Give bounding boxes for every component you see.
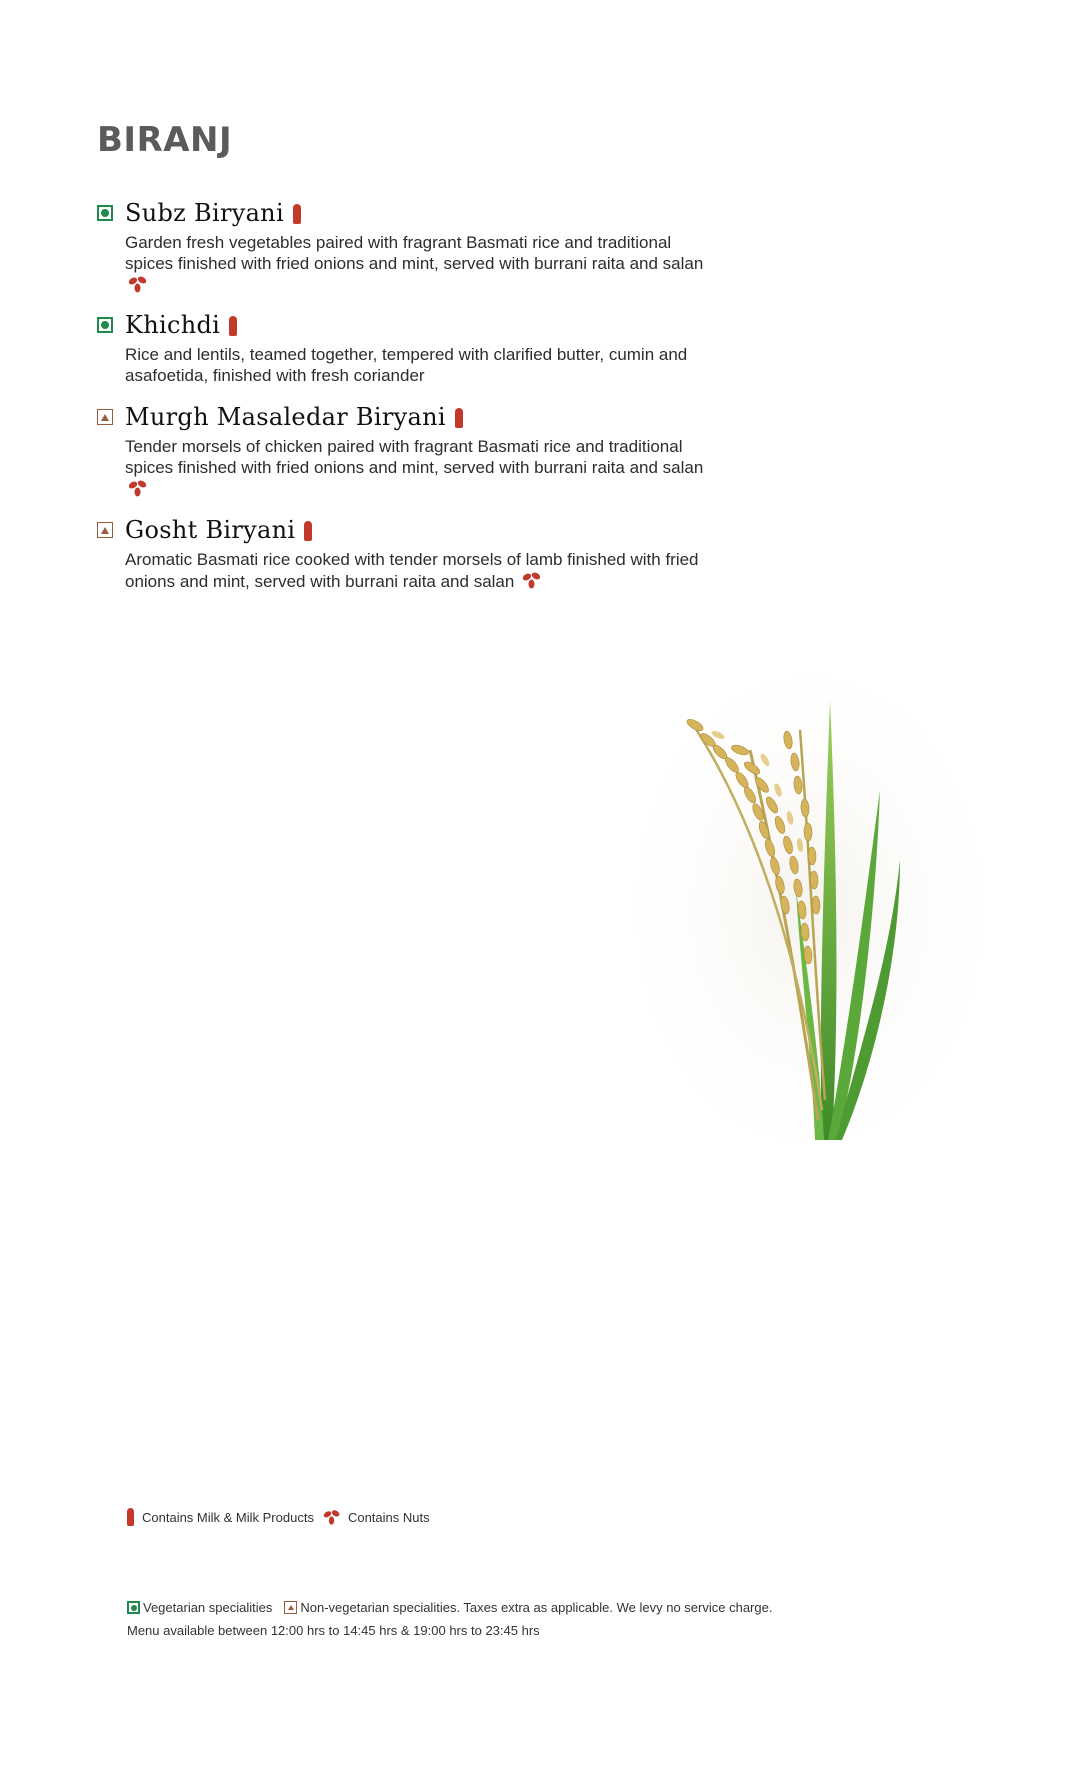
milk-icon: [304, 521, 312, 541]
item-name: Khichdi: [125, 311, 221, 339]
item-description: [125, 436, 717, 500]
footer-veg-label: Vegetarian specialities: [143, 1600, 273, 1615]
item-name: Gosht Biryani: [125, 516, 296, 544]
veg-mark-icon: [127, 1601, 140, 1614]
menu-item-murgh-masaledar-biryani: [97, 401, 717, 500]
item-name: Murgh Masaledar Biryani: [125, 403, 446, 431]
rice-plant-illustration: [600, 640, 1000, 1180]
item-header: [97, 514, 717, 546]
legend-nuts-label: Contains Nuts: [347, 1509, 430, 1525]
item-description: [125, 344, 717, 386]
item-description-text: Garden fresh vegetables paired with fragrant Basmati rice and traditional spices finished with fried onions and mint, served with burrani raita and salan: [125, 233, 704, 273]
item-description-text: Aromatic Basmati rice cooked with tender morsels of lamb finished with fried onions and mint, served with burrani raita and salan: [125, 550, 699, 591]
nuts-icon: [322, 1508, 342, 1526]
milk-icon: [127, 1508, 134, 1526]
non-veg-mark-icon: [97, 522, 113, 538]
footer-nonveg-label: Non-vegetarian specialities. Taxes extra as applicable. We levy no service charge.: [300, 1600, 773, 1615]
item-description: [125, 232, 717, 296]
nuts-icon: [127, 274, 149, 294]
menu-item-subz-biryani: [97, 197, 717, 296]
milk-icon: [229, 316, 237, 336]
menu-item-gosht-biryani: [97, 514, 717, 592]
footer: [127, 1600, 772, 1638]
veg-mark-icon: [97, 205, 113, 221]
item-description-text: Tender morsels of chicken paired with fragrant Basmati rice and traditional spices finished with fried onions and mint, served with burrani raita and salan: [125, 437, 704, 477]
item-header: [97, 309, 717, 341]
item-header: [97, 197, 717, 229]
allergen-legend: [127, 1508, 430, 1526]
item-description-text: Rice and lentils, teamed together, tempered with clarified butter, cumin and asafoetida, finished with fresh coriander: [125, 345, 688, 385]
legend-milk-label: Contains Milk & Milk Products: [142, 1509, 314, 1525]
footer-diet-legend: [127, 1600, 772, 1615]
item-description: [125, 549, 717, 592]
item-name: Subz Biryani: [125, 199, 284, 227]
non-veg-mark-icon: [284, 1601, 297, 1614]
veg-mark-icon: [97, 317, 113, 333]
non-veg-mark-icon: [97, 409, 113, 425]
page-title: BIRANJ: [97, 120, 233, 160]
item-header: [97, 401, 717, 433]
milk-icon: [293, 204, 301, 224]
nuts-icon: [521, 570, 543, 590]
footer-hours: Menu available between 12:00 hrs to 14:45 hrs & 19:00 hrs to 23:45 hrs: [127, 1623, 540, 1638]
menu-item-khichdi: [97, 309, 717, 386]
milk-icon: [455, 408, 463, 428]
nuts-icon: [127, 478, 149, 498]
